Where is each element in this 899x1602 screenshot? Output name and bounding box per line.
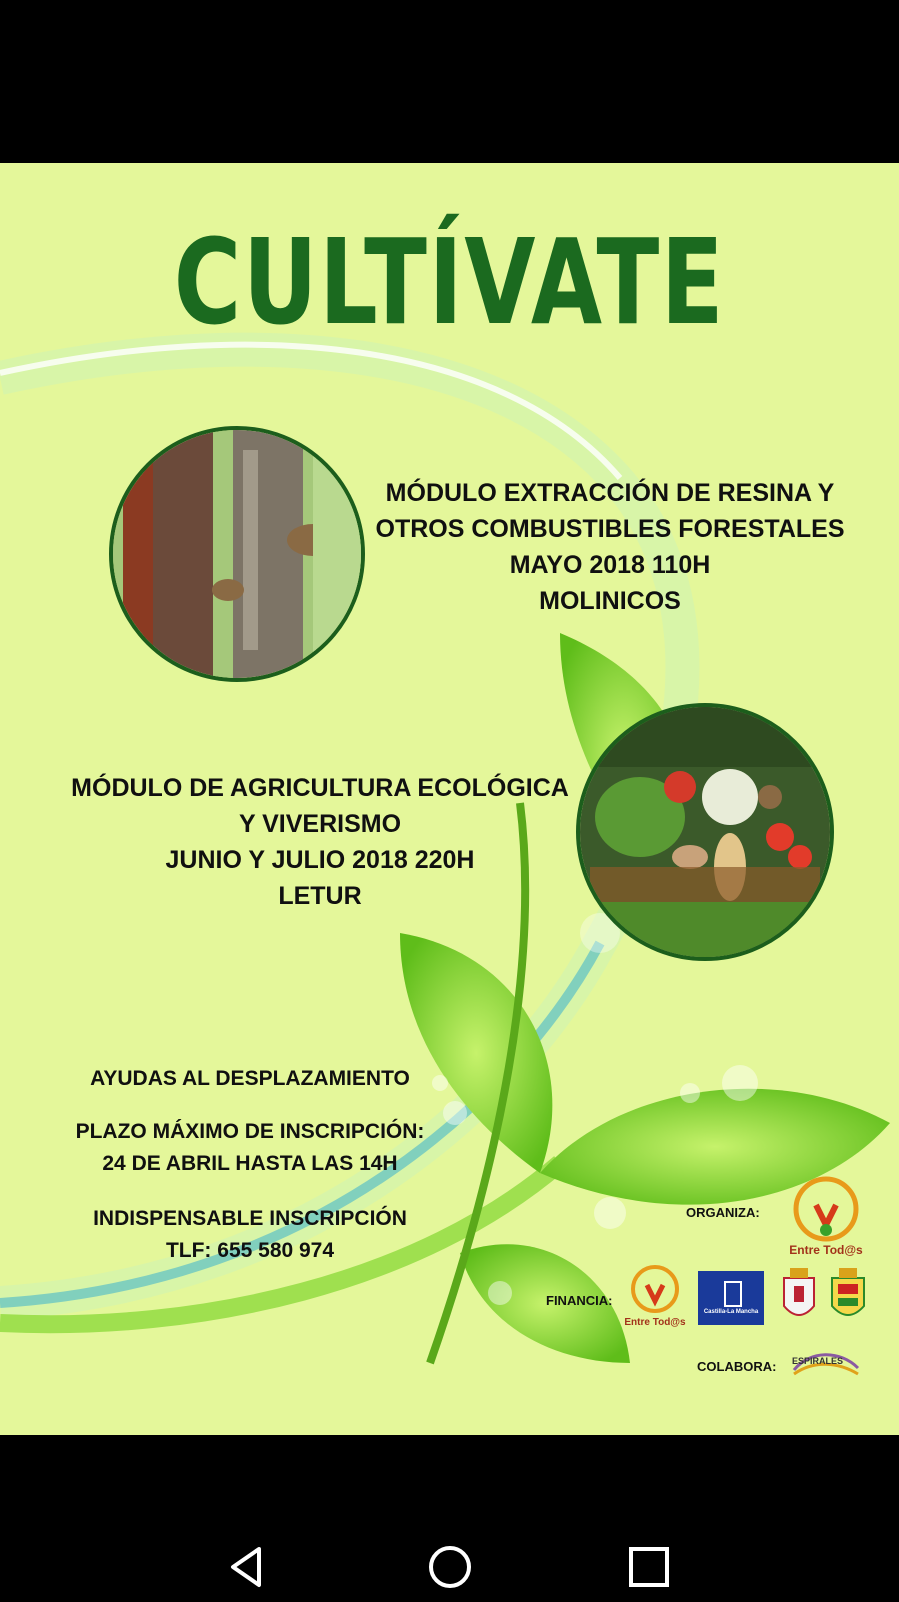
organiza-label: ORGANIZA: [686, 1205, 760, 1220]
module-resin-dates: MAYO 2018 110H [509, 551, 711, 579]
poster-title: CULTÍVATE [173, 213, 726, 351]
entre-todas-logo-text: Entre Tod@s [789, 1243, 863, 1257]
module-agriculture-info [50, 770, 590, 914]
entre-todas-small-text: Entre Tod@s [624, 1317, 686, 1328]
recents-square-icon [619, 1537, 679, 1597]
vegetables-basket-photo [576, 703, 834, 961]
financia-label: FINANCIA: [546, 1293, 613, 1308]
entre-todas-logo-small [625, 1263, 685, 1333]
module-agriculture-title-line2: Y VIVERISMO [238, 810, 402, 838]
travel-aid-text [40, 1063, 460, 1095]
espirales-logo [790, 1346, 862, 1382]
module-agriculture-dates: JUNIO Y JULIO 2018 220H [165, 846, 475, 874]
travel-aid-line: AYUDAS AL DESPLAZAMIENTO [90, 1067, 410, 1090]
espirales-logo-text: ESPIRALES [792, 1356, 844, 1366]
deadline-label: PLAZO MÁXIMO DE INSCRIPCIÓN: [75, 1120, 425, 1143]
status-bar-area [0, 0, 899, 163]
module-resin-location: MOLINICOS [539, 587, 681, 615]
castilla-logo-text: Castilla-La Mancha [703, 1309, 759, 1315]
home-circle-icon [420, 1537, 480, 1597]
deadline-text [40, 1116, 460, 1180]
registration-label: INDISPENSABLE INSCRIPCIÓN [93, 1207, 407, 1230]
castilla-emblem-icon [724, 1281, 742, 1307]
back-triangle-icon [219, 1537, 279, 1597]
module-agriculture-location: LETUR [278, 882, 362, 910]
poster [0, 163, 899, 1435]
registration-phone: TLF: 655 580 974 [165, 1239, 335, 1262]
castilla-la-mancha-logo [698, 1271, 764, 1325]
module-agriculture-title-line1: MÓDULO DE AGRICULTURA ECOLÓGICA [71, 774, 569, 802]
deadline-value: 24 DE ABRIL HASTA LAS 14H [102, 1152, 398, 1175]
recents-button[interactable] [619, 1537, 679, 1597]
entre-todas-logo [786, 1175, 866, 1255]
municipal-coat-of-arms-2 [830, 1266, 866, 1326]
module-resin-title-line2: OTROS COMBUSTIBLES FORESTALES [375, 515, 845, 543]
registration-text [40, 1203, 460, 1267]
module-resin-title-line1: MÓDULO EXTRACCIÓN DE RESINA Y [385, 479, 835, 507]
back-button[interactable] [219, 1537, 279, 1597]
module-resin-info [360, 475, 860, 619]
municipal-coat-of-arms-1 [782, 1266, 816, 1326]
colabora-label: COLABORA: [697, 1359, 777, 1374]
resin-trees-photo [109, 426, 365, 682]
home-button[interactable] [420, 1537, 480, 1597]
